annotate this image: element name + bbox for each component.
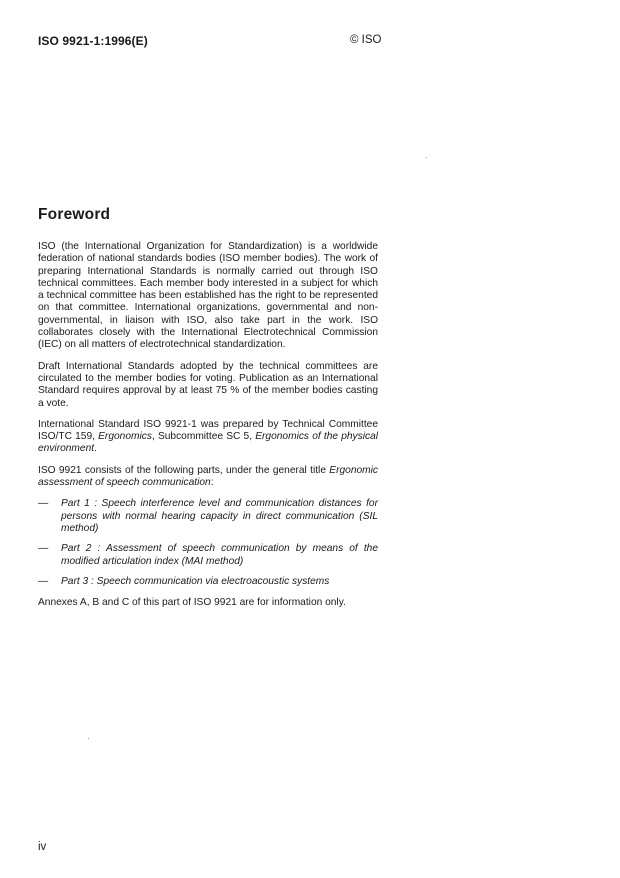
committee-name: Ergonomics	[98, 431, 152, 443]
part-1-title: Part 1 : Speech interference level and communication distances for persons with normal hearing capacity in direct communication (SIL method)	[61, 498, 378, 534]
parts-intro-text-a: ISO 9921 consists of the following parts, under the general title	[38, 464, 330, 476]
general-title: Ergonomic assessment of speech communication	[38, 464, 378, 489]
list-item	[38, 498, 378, 535]
preparation-text-a: International Standard ISO 9921-1 was prepared by Technical Committee ISO/TC 159,	[38, 418, 378, 443]
foreword-body	[38, 241, 378, 618]
scan-speck	[426, 157, 427, 158]
list-item	[38, 576, 378, 588]
section-title: Foreword	[38, 206, 111, 223]
paragraph-iso-intro: ISO (the International Organization for Standardization) is a worldwide federation of national standards bodies (ISO member bodies). The work of preparing International Standards is normally carried out through ISO technical committees. Each member body interested in a subject for which a technical committee has been established has the right to be represented on that committee. International organizations, governmental and non-governmental, in liaison with ISO, also take part in the work. ISO collaborates closely with the International Electrotechnical Commission (IEC) on all matters of electrotechnical standardization.	[38, 241, 378, 351]
scan-speck	[88, 738, 89, 739]
paragraph-annexes: Annexes A, B and C of this part of ISO 9921 are for information only.	[38, 597, 346, 609]
list-dash: —	[38, 498, 49, 510]
list-dash: —	[38, 575, 49, 587]
copyright-notice: © ISO	[350, 34, 382, 46]
subcommittee-name: Ergonomics of the physical environment	[38, 431, 379, 455]
list-item	[38, 543, 378, 568]
part-3-title: Part 3 : Speech communication via electroacoustic systems	[61, 575, 330, 587]
list-dash: —	[38, 543, 49, 555]
preparation-text-e: .	[94, 443, 97, 455]
part-2-title: Part 2 : Assessment of speech communication by means of the modified articulation index (MAI method)	[61, 543, 378, 567]
page-number: iv	[38, 841, 47, 853]
paragraph-preparation	[38, 419, 378, 456]
paragraph-parts-intro	[38, 465, 378, 490]
parts-intro-text-c: :	[210, 477, 214, 489]
parts-list	[38, 498, 378, 588]
standard-designation: ISO 9921-1:1996(E)	[38, 34, 148, 48]
preparation-text-c: , Subcommittee SC 5,	[151, 431, 256, 443]
paragraph-voting: Draft International Standards adopted by the technical committees are circulated to the member bodies for voting. Publication as an International Standard requires approval by at least 75 % of the member bodies casting a vote.	[38, 360, 378, 409]
